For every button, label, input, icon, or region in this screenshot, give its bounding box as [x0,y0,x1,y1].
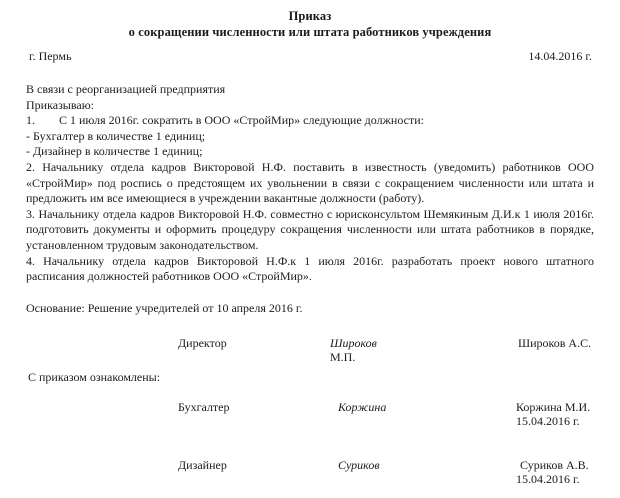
signature-handwriting: Коржина [338,399,387,414]
signature-name: Широков А.С. [518,336,592,351]
order-item-2: 2. Начальнику отдела кадров Викторовой Н.Ф. поставить в известность (уведомить) работников ООО «СтройМир» под роспись о предстоящем их увольнении в связи с сокращением численности или штата и предложить им все имеющиеся в учреждении вакантные должности (работу). [26,159,594,206]
command-word: Приказываю: [26,97,94,112]
signature-name: Суриков А.В. [520,457,589,472]
signature-handwriting: Широков [330,336,377,351]
document-body [26,0,594,498]
acknowledgement-label: С приказом ознакомлены: [28,370,161,385]
order-bullet-1: - Бухгалтер в количестве 1 единиц; [26,128,206,143]
page-subtitle: о сокращении численности или штата работников учреждения [128,25,492,39]
order-item-3: 3. Начальнику отдела кадров Викторовой Н.Ф. совместно с юрисконсультом Шемякиным Д.И.к 1 июля 2016г. подготовить документы и оформить процедуру сокращения численности или штата работников в порядке, установленном трудовым законодательством. [26,206,594,252]
signature-name: Коржина М.И. [516,399,591,414]
signature-date: 15.04.2016 г. [516,471,580,486]
signature-role: Дизайнер [178,457,227,472]
signature-row-director [26,336,594,368]
stamp-mark: М.П. [330,350,356,365]
place-date-line [26,49,594,64]
order-item-1: 1. С 1 июля 2016г. сократить в ООО «СтройМир» следующие должности: [26,113,424,128]
document-header [26,0,594,40]
intro-block [26,82,594,285]
signature-role: Бухгалтер [178,399,230,414]
signature-role: Директор [178,336,227,351]
signature-handwriting: Суриков [338,457,380,472]
document-date: 14.04.2016 г. [528,49,592,63]
order-bullet-2: - Дизайнер в количестве 1 единиц; [26,144,203,159]
legal-ground: Основание: Решение учредителей от 10 апреля 2016 г. [26,300,303,315]
place-text: г. Пермь [29,49,72,63]
signature-row-accountant [26,400,594,444]
signature-row-designer [26,458,594,498]
page-title: Приказ [288,9,332,23]
intro-text: В связи с реорганизацией предприятия [26,82,226,96]
signature-date: 15.04.2016 г. [516,413,580,428]
order-item-4: 4. Начальнику отдела кадров Викторовой Н.Ф.к 1 июля 2016г. разработать проект нового штатного расписания должностей работников ООО «СтройМир». [26,253,594,284]
signature-area [26,336,594,498]
